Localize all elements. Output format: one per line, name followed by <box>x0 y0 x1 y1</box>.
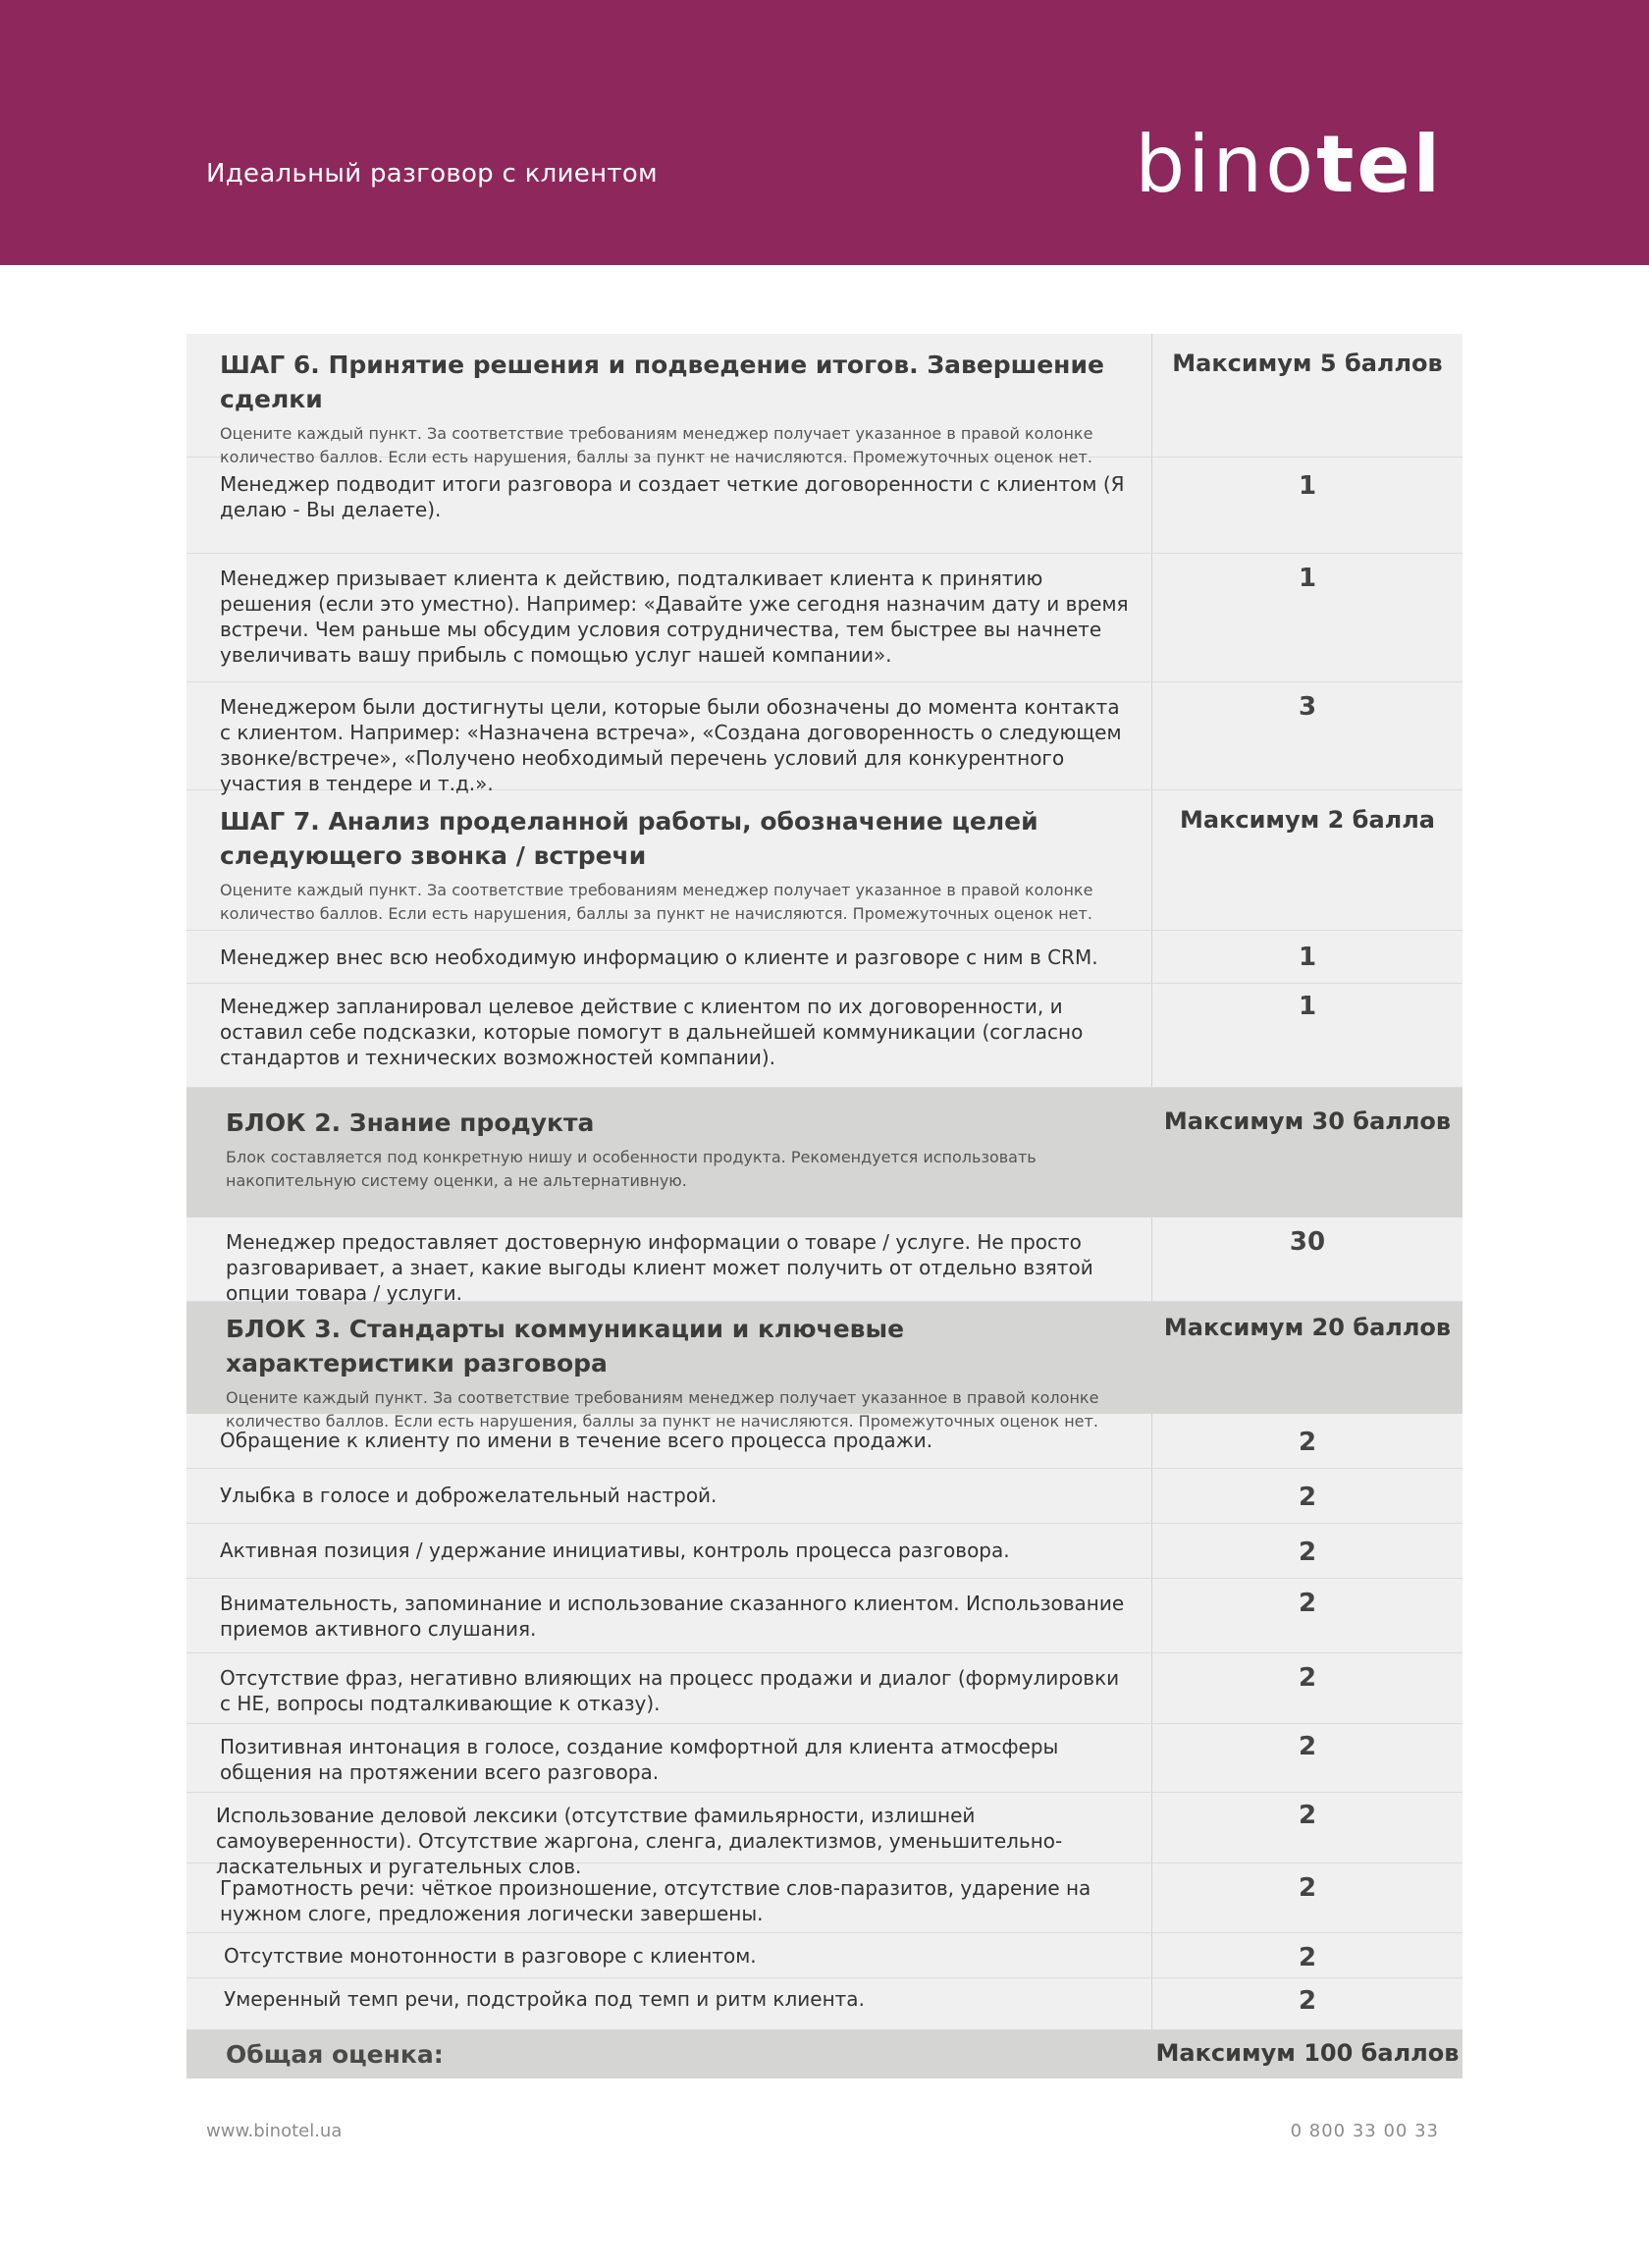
item-score: 2 <box>1298 1663 1317 1693</box>
item-text: Грамотность речи: чёткое произношение, отсутствие слов-паразитов, ударение на нужном слоге, предложения логически завершены. <box>220 1876 1091 1925</box>
table-row <box>186 1978 1463 2029</box>
table-row <box>186 1863 1463 1933</box>
item-text: Менеджер подводит итоги разговора и создает четкие договоренности с клиентом (Я делаю - Вы делаете). <box>220 472 1125 521</box>
step7-header-row <box>186 790 1463 931</box>
evaluation-table <box>186 334 1463 2079</box>
item-score: 2 <box>1298 1428 1317 1457</box>
block2-header-row <box>186 1088 1463 1217</box>
item-score: 2 <box>1298 1943 1317 1972</box>
item-text: Обращение к клиенту по имени в течение всего процесса продажи. <box>220 1429 933 1452</box>
item-score: 1 <box>1298 564 1317 593</box>
table-row <box>186 1579 1463 1653</box>
step7-max: Максимум 2 балла <box>1179 806 1435 834</box>
step6-title: ШАГ 6. Принятие решения и подведение итогов. Завершение сделки <box>220 351 1104 413</box>
total-max: Максимум 100 баллов <box>1155 2039 1460 2067</box>
item-text: Менеджер внес всю необходимую информацию о клиенте и разговоре с ним в CRM. <box>220 945 1098 969</box>
table-row <box>186 1933 1463 1978</box>
item-score: 3 <box>1298 692 1317 722</box>
step7-title: ШАГ 7. Анализ проделанной работы, обозначение целей следующего звонка / встречи <box>220 807 1038 870</box>
item-text: Позитивная интонация в голосе, создание комфортной для клиента атмосферы общения на протяжении всего разговора. <box>220 1735 1059 1784</box>
footer-website: www.binotel.ua <box>206 2121 343 2141</box>
block2-title: БЛОК 2. Знание продукта <box>226 1108 595 1137</box>
table-row <box>186 554 1463 682</box>
item-text: Активная позиция / удержание инициативы, контроль процесса разговора. <box>220 1539 1010 1562</box>
item-text: Отсутствие фраз, негативно влияющих на процесс продажи и диалог (формулировки с НЕ, вопросы подталкивающие к отказу). <box>220 1666 1120 1715</box>
table-row <box>186 1524 1463 1579</box>
step6-header-row <box>186 334 1463 466</box>
total-row <box>186 2029 1463 2079</box>
footer-phone: 0 800 33 00 33 <box>1290 2121 1439 2141</box>
item-score: 2 <box>1298 1589 1317 1618</box>
item-text: Использование деловой лексики (отсутствие фамильярности, излишней самоуверенности). Отсутствие жаргона, сленга, диалектизмов, уменьшительно-ласкательных и ругательных слов. <box>216 1804 1063 1878</box>
page-title: Идеальный разговор с клиентом <box>206 159 658 189</box>
step6-note: Оцените каждый пункт. За соответствие требованиям менеджер получает указанное в правой колонке количество баллов. Если есть нарушения, баллы за пункт не начисляются. Промежуточных оценок нет. <box>220 424 1093 466</box>
header <box>0 0 1649 265</box>
table-row <box>186 931 1463 984</box>
table-row <box>186 682 1463 795</box>
binotel-logo <box>1135 119 1443 210</box>
total-label: Общая оценка: <box>226 2040 444 2069</box>
block3-max: Максимум 20 баллов <box>1163 1314 1452 1341</box>
item-text: Менеджер призывает клиента к действию, подталкивает клиента к принятию решения (если это уместно). Например: «Давайте уже сегодня назначим дату и время встречи. Чем раньше мы обсудим условия сотрудничества, тем быстрее вы начнете увеличивать вашу прибыль с помощью услуг нашей компании». <box>220 567 1129 667</box>
table-row <box>186 458 1463 554</box>
item-text: Умеренный темп речи, подстройка под темп и ритм клиента. <box>224 1987 865 2011</box>
step7-note: Оцените каждый пункт. За соответствие требованиям менеджер получает указанное в правой колонке количество баллов. Если есть нарушения, баллы за пункт не начисляются. Промежуточных оценок нет. <box>220 881 1093 923</box>
item-text: Отсутствие монотонности в разговоре с клиентом. <box>224 1944 757 1968</box>
item-score: 1 <box>1298 471 1317 501</box>
item-text: Менеджер предоставляет достоверную информации о товаре / услуге. Не просто разговаривает, а знает, какие выгоды клиент может получить от отдельно взятой опции товара / услуги. <box>226 1230 1093 1305</box>
item-text: Внимательность, запоминание и использование сказанного клиентом. Использование приемов активного слушания. <box>220 1592 1125 1641</box>
item-score: 2 <box>1298 1538 1317 1567</box>
item-score: 2 <box>1298 1986 1317 2016</box>
table-row <box>186 1414 1463 1469</box>
item-score: 2 <box>1298 1873 1317 1903</box>
item-score: 1 <box>1298 943 1317 972</box>
block2-max: Максимум 30 баллов <box>1163 1107 1452 1135</box>
table-row <box>186 1653 1463 1724</box>
item-score: 2 <box>1298 1732 1317 1761</box>
table-row <box>186 1793 1463 1878</box>
block3-title: БЛОК 3. Стандарты коммуникации и ключевые характеристики разговора <box>226 1315 905 1377</box>
item-text: Менеджер запланировал целевое действие с клиентом по их договоренности, и оставил себе подсказки, которые помогут в дальнейшей коммуникации (согласно стандартов и технических возможностей компании). <box>220 995 1084 1069</box>
item-score: 30 <box>1289 1227 1326 1257</box>
logo-text-bold: tel <box>1316 119 1443 210</box>
table-row <box>186 1217 1463 1305</box>
table-row <box>186 1469 1463 1524</box>
step6-max: Максимум 5 баллов <box>1172 350 1443 377</box>
table-row <box>186 984 1463 1088</box>
item-text: Улыбка в голосе и доброжелательный настрой. <box>220 1484 718 1507</box>
table-row <box>186 1724 1463 1793</box>
item-score: 2 <box>1298 1801 1317 1830</box>
block3-note: Оцените каждый пункт. За соответствие требованиям менеджер получает указанное в правой колонке количество баллов. Если есть нарушения, баллы за пункт не начисляются. Промежуточных оценок нет. <box>226 1388 1099 1431</box>
item-text: Менеджером были достигнуты цели, которые были обозначены до момента контакта с клиентом. Например: «Назначена встреча», «Создана договоренность о следующем звонке/встрече», «Получено необходимый перечень условий для конкурентного участия в тендере и т.д.». <box>220 695 1122 795</box>
block2-note: Блок составляется под конкретную нишу и особенности продукта. Рекомендуется использовать накопительную систему оценки, а не альтернативную. <box>226 1148 1037 1190</box>
block3-header-row <box>186 1302 1463 1431</box>
logo-text-light: bino <box>1135 119 1317 210</box>
item-score: 1 <box>1298 992 1317 1021</box>
item-score: 2 <box>1298 1483 1317 1512</box>
